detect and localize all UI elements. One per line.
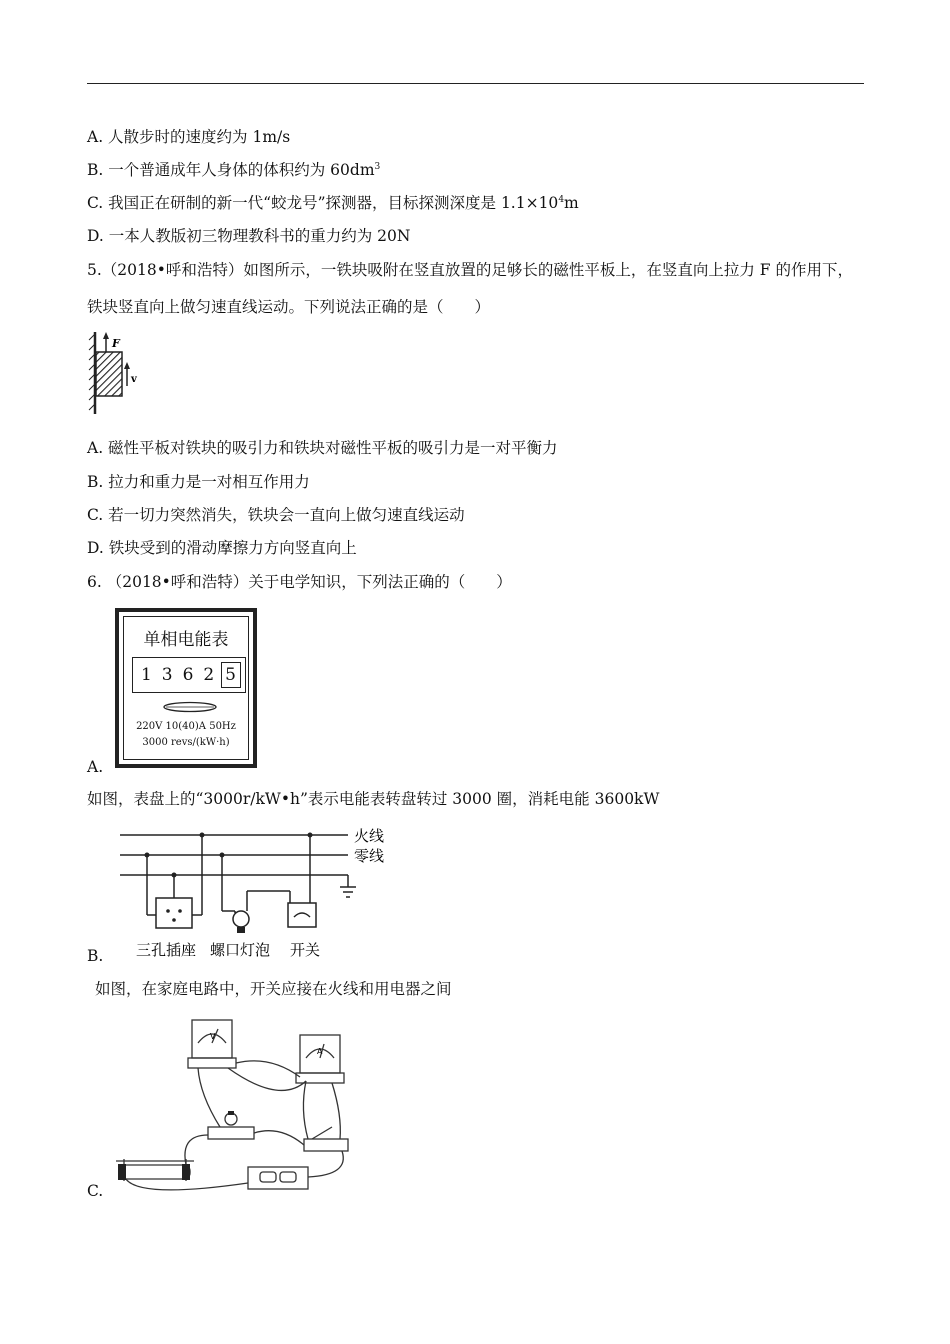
q4-option-b: B. 一个普通成年人身体的体积约为 $60dm^3$ <box>87 161 381 179</box>
bulb-label: 螺口灯泡 <box>210 941 271 959</box>
q5-option-b: B. 拉力和重力是一对相互作用力 <box>87 473 310 491</box>
q6-stem: 6. （2018•呼和浩特）关于电学知识，下列法正确的（ ） <box>87 573 512 591</box>
voltmeter-mark: V <box>210 1032 216 1041</box>
socket-label: 三孔插座 <box>136 941 197 959</box>
q5-iron-block-figure <box>85 330 155 416</box>
q6-option-a-label: A. <box>87 758 104 776</box>
meter-decimal-digit: 5 <box>221 662 241 688</box>
q5-option-a: A. 磁性平板对铁块的吸引力和铁块对磁性平板的吸引力是一对平衡力 <box>87 439 558 457</box>
header-rule <box>87 83 864 84</box>
electric-meter-figure <box>115 608 257 768</box>
meter-disc-icon <box>162 701 218 713</box>
meter-digit: 2 <box>203 665 215 685</box>
q4-option-c: C. 我国正在研制的新一代“蛟龙号”探测器，目标探测深度是 $1.1\times 10^4m$ <box>87 194 579 212</box>
q6-option-a-text: 如图，表盘上的“3000r/kW•h”表示电能表转盘转过 3000 圈，消耗电能 3600kW <box>87 790 660 808</box>
meter-spec-constant: 3000 revs/(kW·h) <box>142 737 230 748</box>
q4-option-d: D. 一本人教版初三物理教科书的重力约为 20N <box>87 227 411 245</box>
q6-option-b-text: 如图，在家庭电路中，开关应接在火线和用电器之间 <box>95 980 452 998</box>
q5-option-d: D. 铁块受到的滑动摩擦力方向竖直向上 <box>87 539 357 557</box>
q4-option-a: A. 人散步时的速度约为 1m/s <box>87 128 291 146</box>
q5-stem-line2: 铁块竖直向上做匀速直线运动。下列说法正确的是（ ） <box>87 298 491 316</box>
velocity-label: v <box>131 374 137 385</box>
ammeter-mark: A <box>317 1047 323 1056</box>
q5-stem-line1: 5.（2018•呼和浩特）如图所示，一铁块吸附在竖直放置的足够长的磁性平板上，在竖直向上拉力 F 的作用下， <box>87 261 853 279</box>
q6-option-c-label: C. <box>87 1182 104 1200</box>
circuit-experiment-figure <box>110 1015 370 1195</box>
live-wire-label: 火线 <box>354 827 385 845</box>
meter-digit: 6 <box>182 665 194 685</box>
switch-label: 开关 <box>290 941 321 959</box>
meter-title: 单相电能表 <box>143 630 229 650</box>
q6-option-b-label: B. <box>87 947 104 965</box>
meter-digits <box>132 657 246 693</box>
household-circuit-figure <box>110 825 400 965</box>
q5-option-c: C. 若一切力突然消失，铁块会一直向上做匀速直线运动 <box>87 506 465 524</box>
force-label: F <box>112 337 120 350</box>
meter-spec-rating: 220V 10(40)A 50Hz <box>136 721 236 732</box>
meter-digit: 1 <box>140 665 152 685</box>
meter-digit: 3 <box>161 665 173 685</box>
neutral-wire-label: 零线 <box>354 847 385 865</box>
